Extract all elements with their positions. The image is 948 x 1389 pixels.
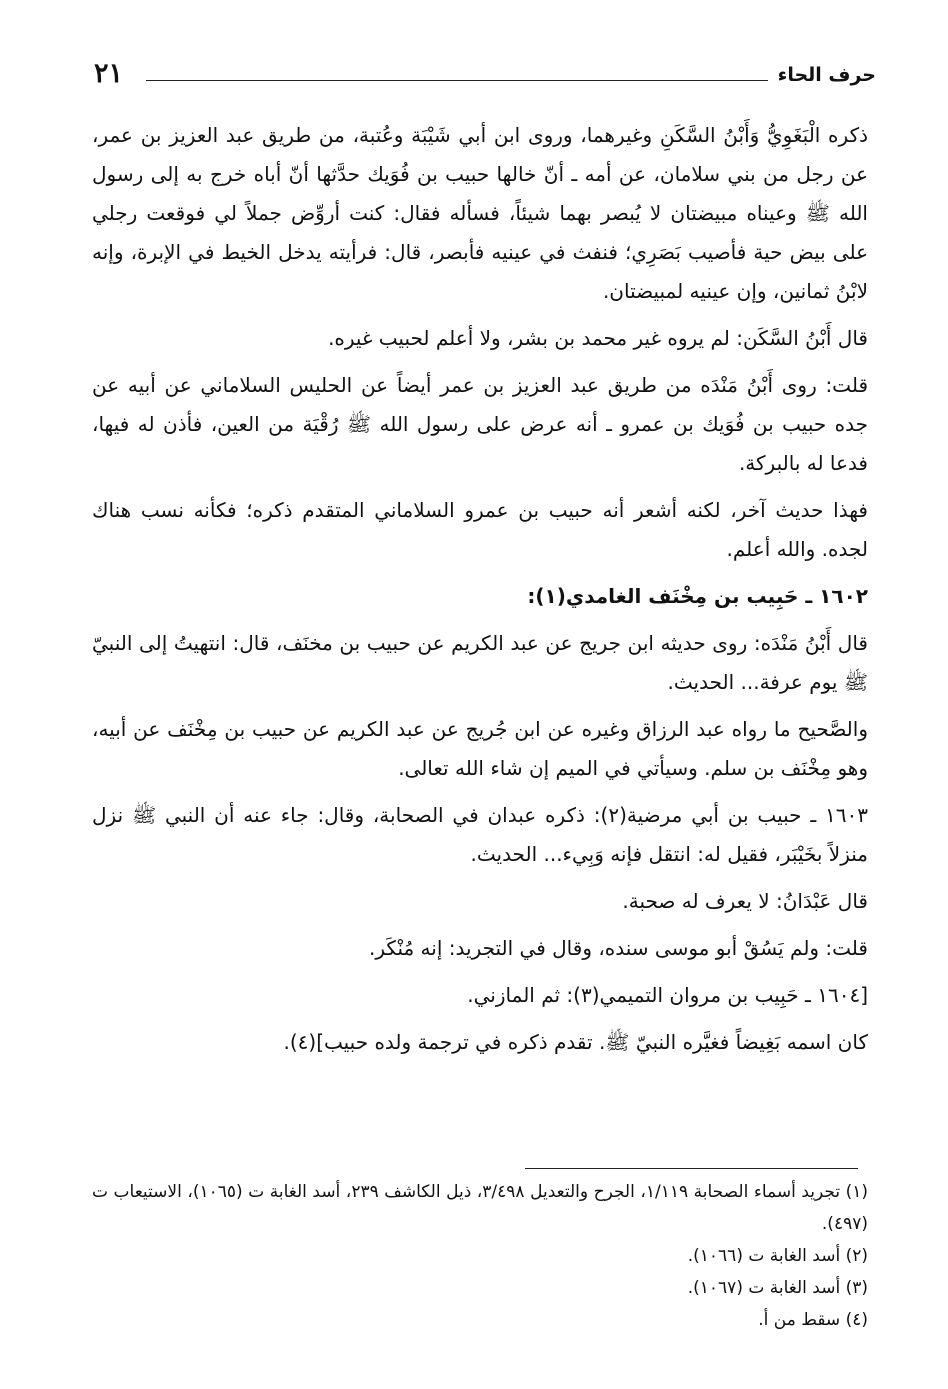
- page-number: ٢١: [94, 58, 124, 89]
- footnotes: [92, 1176, 868, 1336]
- running-title: حرف الحاء: [777, 64, 876, 86]
- paragraph-1602-correct: والصَّحيح ما رواه عبد الرزاق وغيره عن ابن جُريج عن عبد الكريم عن حبيب بن مِخْنَف عن أبيه، وهو مِخْنَف بن سلم. وسيأتي في الميم إن شاء الله تعالى.: [92, 717, 868, 780]
- paragraph-1603-note: قلت: ولم يَسُقْ أبو موسى سنده، وقال في التجريد: إنه مُنْكَر.: [369, 936, 868, 960]
- paragraph-another-hadith: فهذا حديث آخر، لكنه أشعر أنه حبيب بن عمرو السلاماني المتقدم ذكره؛ فكأنه نسب هناك لجده. والله أعلم.: [92, 498, 868, 561]
- paragraph-1602-narration: قال أَبْنُ مَنْدَه: روى حديثه ابن جريج عن عبد الكريم عن حبيب بن مخنَف، قال: انتهيتُ إلى النبيّ ﷺ يوم عرفة... الحديث.: [92, 631, 868, 694]
- footnote-separator: [525, 1168, 858, 1169]
- main-text: [92, 116, 868, 1070]
- paragraph-habib-bin-fuwayk: ذكره الْبَغَوِيُّ وَأَبْنُ السَّكَنِ وغيرهما، وروى ابن أبي شَيْبَة وعُتبة، من طريق عبد العزيز بن عمر، عن رجل من بني سلامان، عن أمه ـ أنّ خالها حبيب بن فُوَيك حدَّثها أنّ أباه خرج به إلى رسول الله ﷺ وعيناه مبيضتان لا يُبصر بهما شيئاً، فسأله فقال: كنت أروِّض جملاً لي فوقعت رجلي على بيض حية فأصيب بَصَرِي؛ فنفث في عينيه فأبصر، قال: فرأيته يدخل الخيط في الإبرة، وإنه لابْنُ ثمانين، وإن عينيه لمبيضتان.: [92, 123, 868, 303]
- footnote-2: (٢) أسد الغابة ت (١٠٦٦).: [687, 1246, 868, 1266]
- page-header: [86, 58, 876, 98]
- entry-1604: [١٦٠٤ ـ حَبِيب بن مروان التميمي(٣): ثم المازني.: [467, 983, 868, 1007]
- footnote-1: (١) تجريد أسماء الصحابة ١/١١٩، الجرح والتعديل ٣/٤٩٨، ذيل الكاشف ٢٣٩، أسد الغابة ت (١٠٦٥)، الاستيعاب ت (٤٩٧).: [92, 1182, 869, 1234]
- paragraph-1603-abdan: قال عَبْدَانُ: لا يعرف له صحبة.: [622, 889, 868, 913]
- paragraph-ibn-al-sakan: قال أَبْنُ السَّكَن: لم يروه غير محمد بن بشر، ولا أعلم لحبيب غيره.: [328, 326, 868, 350]
- entry-1602-heading: ١٦٠٢ ـ حَبِيب بن مِخْنَف الغامدي(١):: [527, 584, 868, 608]
- paragraph-ibn-mandah-note: قلت: روى أَبْنُ مَنْدَه من طريق عبد العزيز بن عمر أيضاً عن الحليس السلاماني عن أبيه عن جده حبيب بن فُوَيك بن عمرو ـ أنه عرض على رسول الله ﷺ رُقْيَة من العين، فأذن له فيها، فدعا له بالبركة.: [92, 373, 868, 475]
- entry-1603: ١٦٠٣ ـ حبيب بن أبي مرضية(٢): ذكره عبدان في الصحابة، وقال: جاء عنه أن النبي ﷺ نزل منزلاً بخَيْبَر، فقيل له: انتقل فإنه وَبِيء... الحديث.: [92, 803, 868, 866]
- footnote-3: (٣) أسد الغابة ت (١٠٦٧).: [687, 1278, 868, 1298]
- footnote-4: (٤) سقط من أ.: [758, 1310, 868, 1330]
- header-rule: [146, 80, 768, 81]
- paragraph-1604-detail: كان اسمه بَغِيضاً فغيَّره النبيّ ﷺ. تقدم ذكره في ترجمة ولده حبيب](٤).: [283, 1030, 868, 1054]
